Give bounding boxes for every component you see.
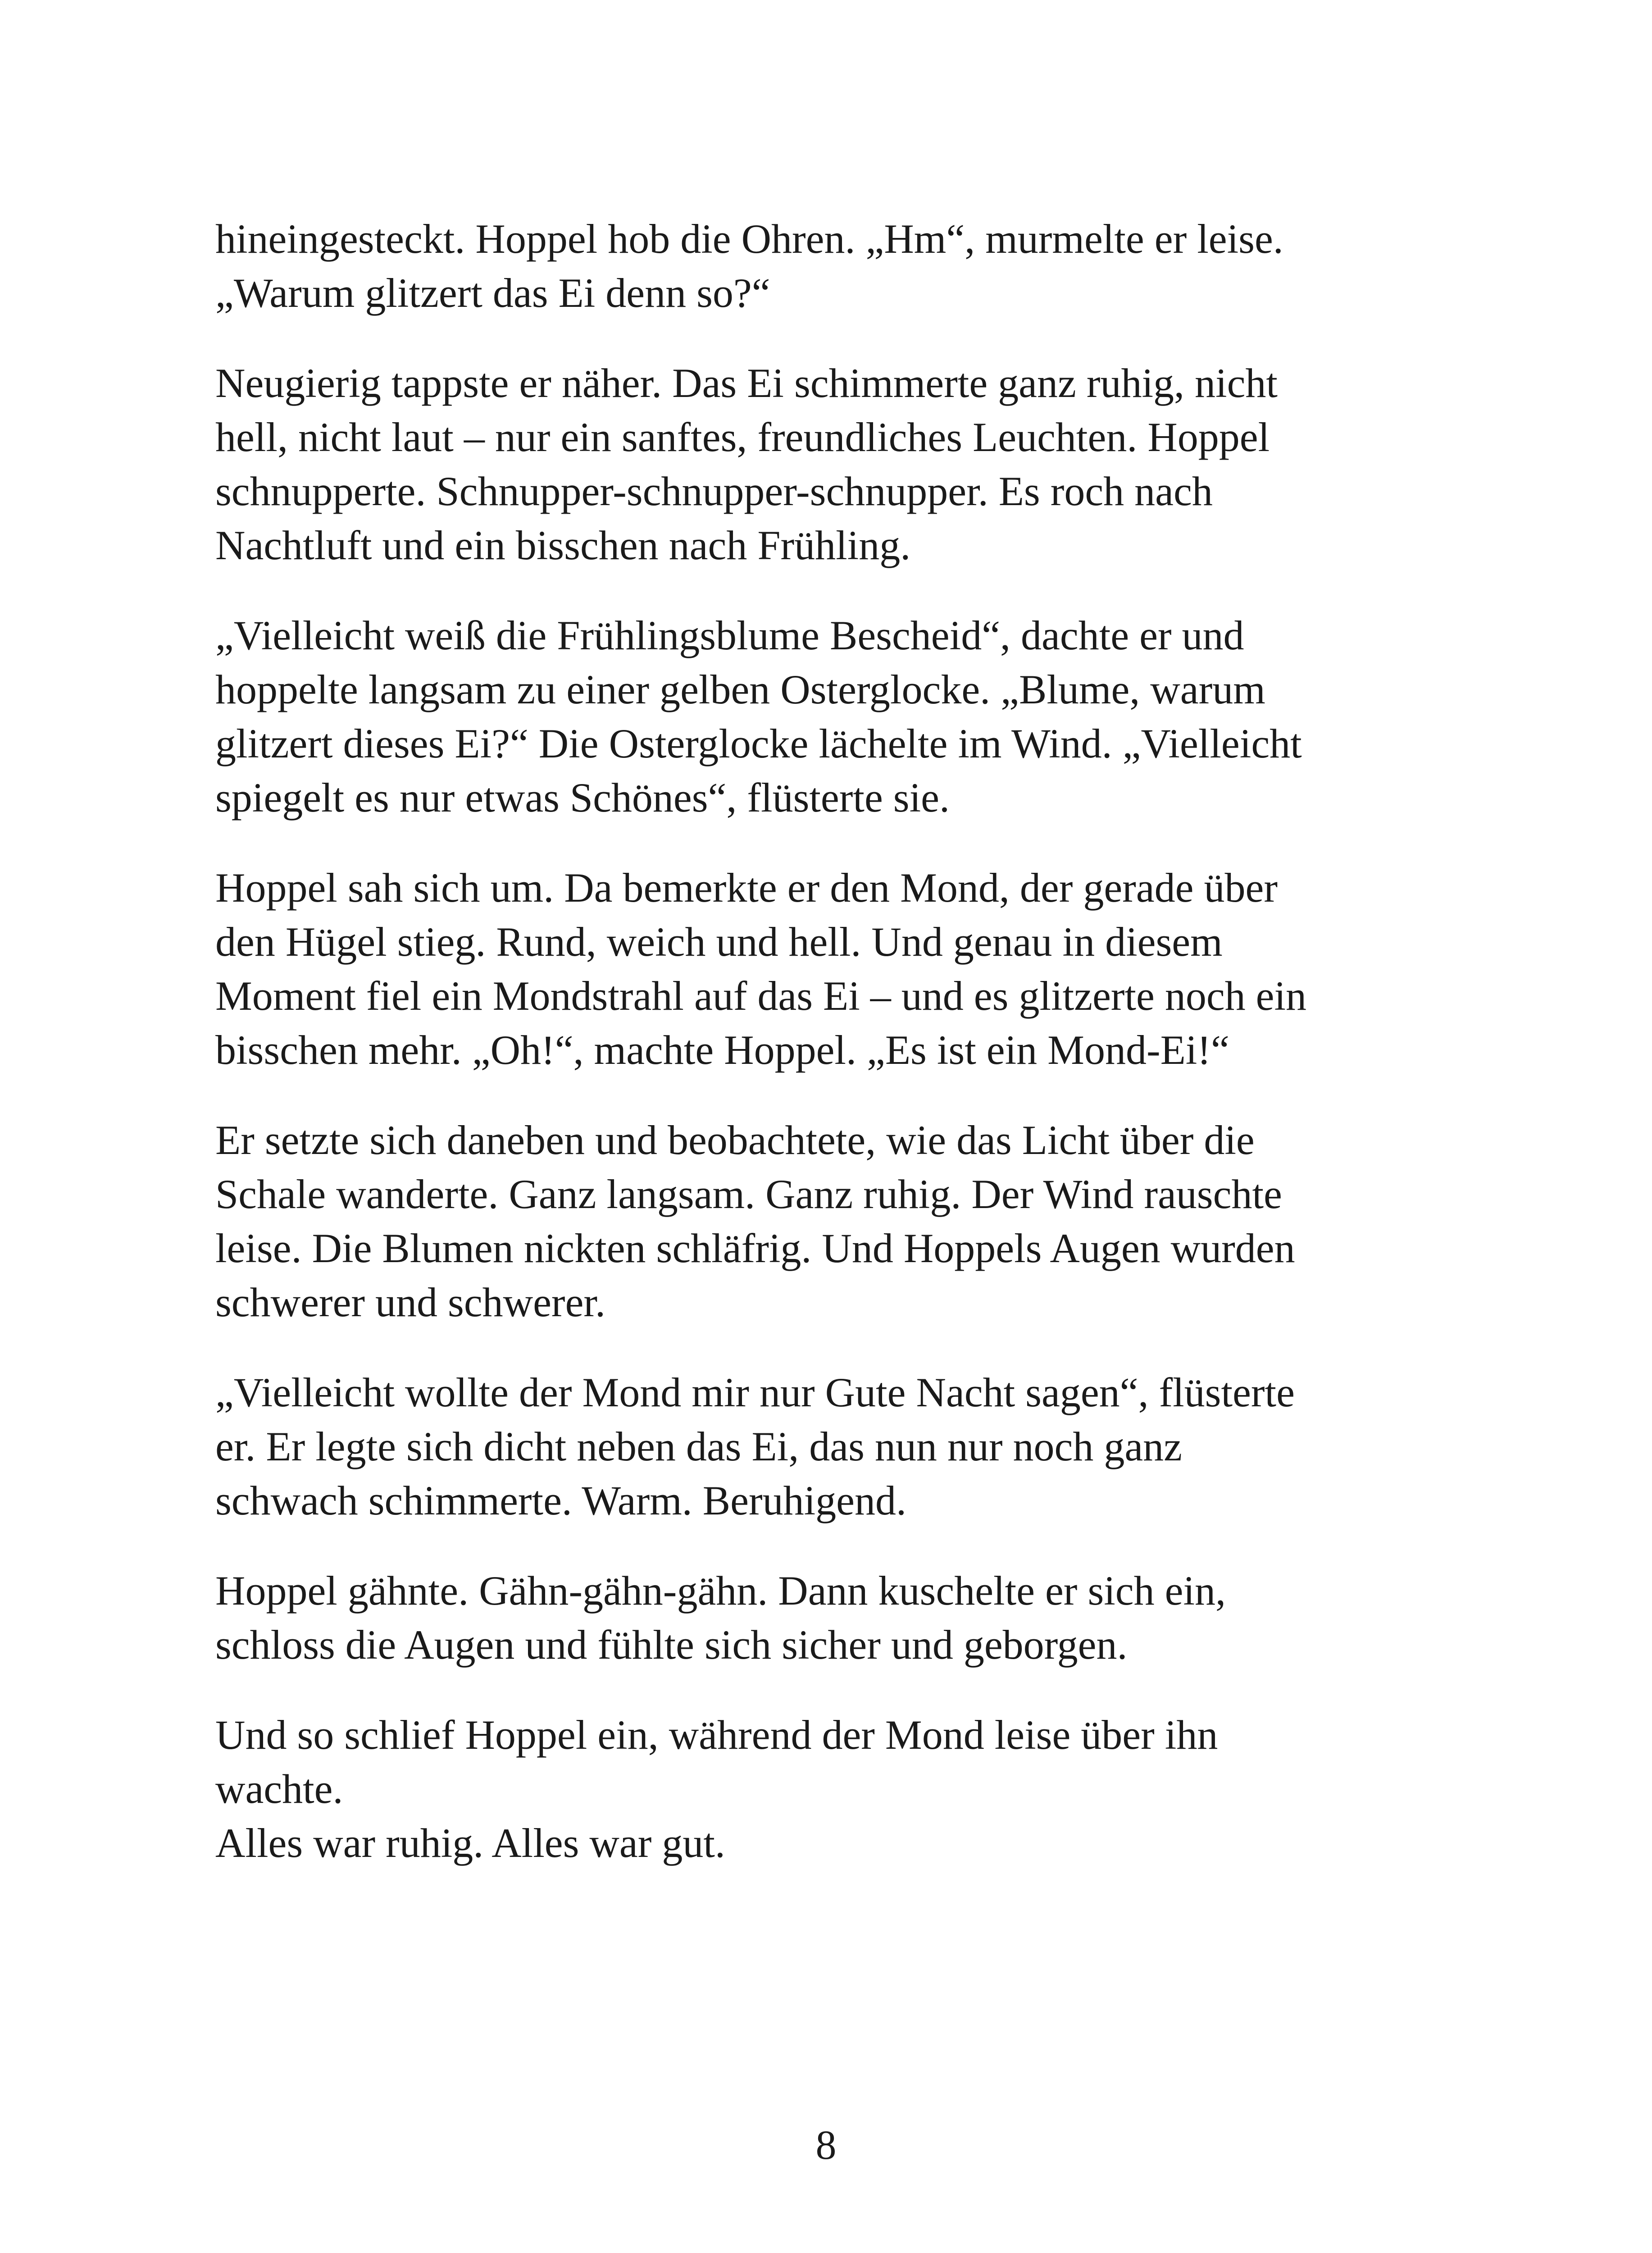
text-line: schloss die Augen und fühlte sich sicher und geborgen. [215, 1622, 1128, 1668]
paragraph [215, 1365, 1468, 1528]
text-line: hell, nicht laut – nur ein sanftes, freundliches Leuchten. Hoppel [215, 414, 1270, 460]
paragraph [215, 1564, 1468, 1672]
text-line: „Vielleicht weiß die Frühlingsblume Bescheid“, dachte er und [215, 612, 1244, 658]
text-line: „Warum glitzert das Ei denn so?“ [215, 270, 770, 316]
text-line: „Vielleicht wollte der Mond mir nur Gute Nacht sagen“, flüsterte [215, 1369, 1295, 1415]
paragraph [215, 1708, 1468, 1870]
text-line: Hoppel gähnte. Gähn-gähn-gähn. Dann kuschelte er sich ein, [215, 1568, 1226, 1614]
text-line: leise. Die Blumen nickten schläfrig. Und Hoppels Augen wurden [215, 1225, 1295, 1271]
text-line: schwach schimmerte. Warm. Beruhigend. [215, 1478, 906, 1523]
text-line: Nachtluft und ein bisschen nach Frühling. [215, 522, 911, 568]
page-number: 8 [815, 2122, 837, 2168]
paragraph [215, 861, 1468, 1077]
text-line: Alles war ruhig. Alles war gut. [215, 1820, 725, 1866]
paragraph [215, 212, 1468, 320]
paragraph [215, 608, 1468, 825]
text-line: den Hügel stieg. Rund, weich und hell. Und genau in diesem [215, 919, 1223, 965]
text-line: Neugierig tappste er näher. Das Ei schimmerte ganz ruhig, nicht [215, 360, 1278, 406]
text-line: spiegelt es nur etwas Schönes“, flüsterte sie. [215, 775, 950, 821]
text-line: schnupperte. Schnupper-schnupper-schnupper. Es roch nach [215, 468, 1213, 514]
text-line: hoppelte langsam zu einer gelben Osterglocke. „Blume, warum [215, 666, 1265, 712]
text-line: Hoppel sah sich um. Da bemerkte er den Mond, der gerade über [215, 865, 1278, 911]
text-line: schwerer und schwerer. [215, 1279, 605, 1325]
text-line: Und so schlief Hoppel ein, während der Mond leise über ihn [215, 1712, 1218, 1758]
text-line: bisschen mehr. „Oh!“, machte Hoppel. „Es ist ein Mond-Ei!“ [215, 1027, 1229, 1073]
text-line: Moment fiel ein Mondstrahl auf das Ei – und es glitzerte noch ein [215, 973, 1307, 1019]
text-line: glitzert dieses Ei?“ Die Osterglocke lächelte im Wind. „Vielleicht [215, 721, 1302, 766]
text-line: Schale wanderte. Ganz langsam. Ganz ruhig. Der Wind rauschte [215, 1171, 1282, 1217]
text-line: er. Er legte sich dicht neben das Ei, das nun nur noch ganz [215, 1423, 1183, 1469]
paragraph [215, 1113, 1468, 1329]
text-line: wachte. [215, 1766, 343, 1812]
story-text [215, 212, 1468, 1906]
text-line: Er setzte sich daneben und beobachtete, wie das Licht über die [215, 1117, 1255, 1163]
paragraph [215, 356, 1468, 572]
text-line: hineingesteckt. Hoppel hob die Ohren. „Hm“, murmelte er leise. [215, 216, 1283, 262]
